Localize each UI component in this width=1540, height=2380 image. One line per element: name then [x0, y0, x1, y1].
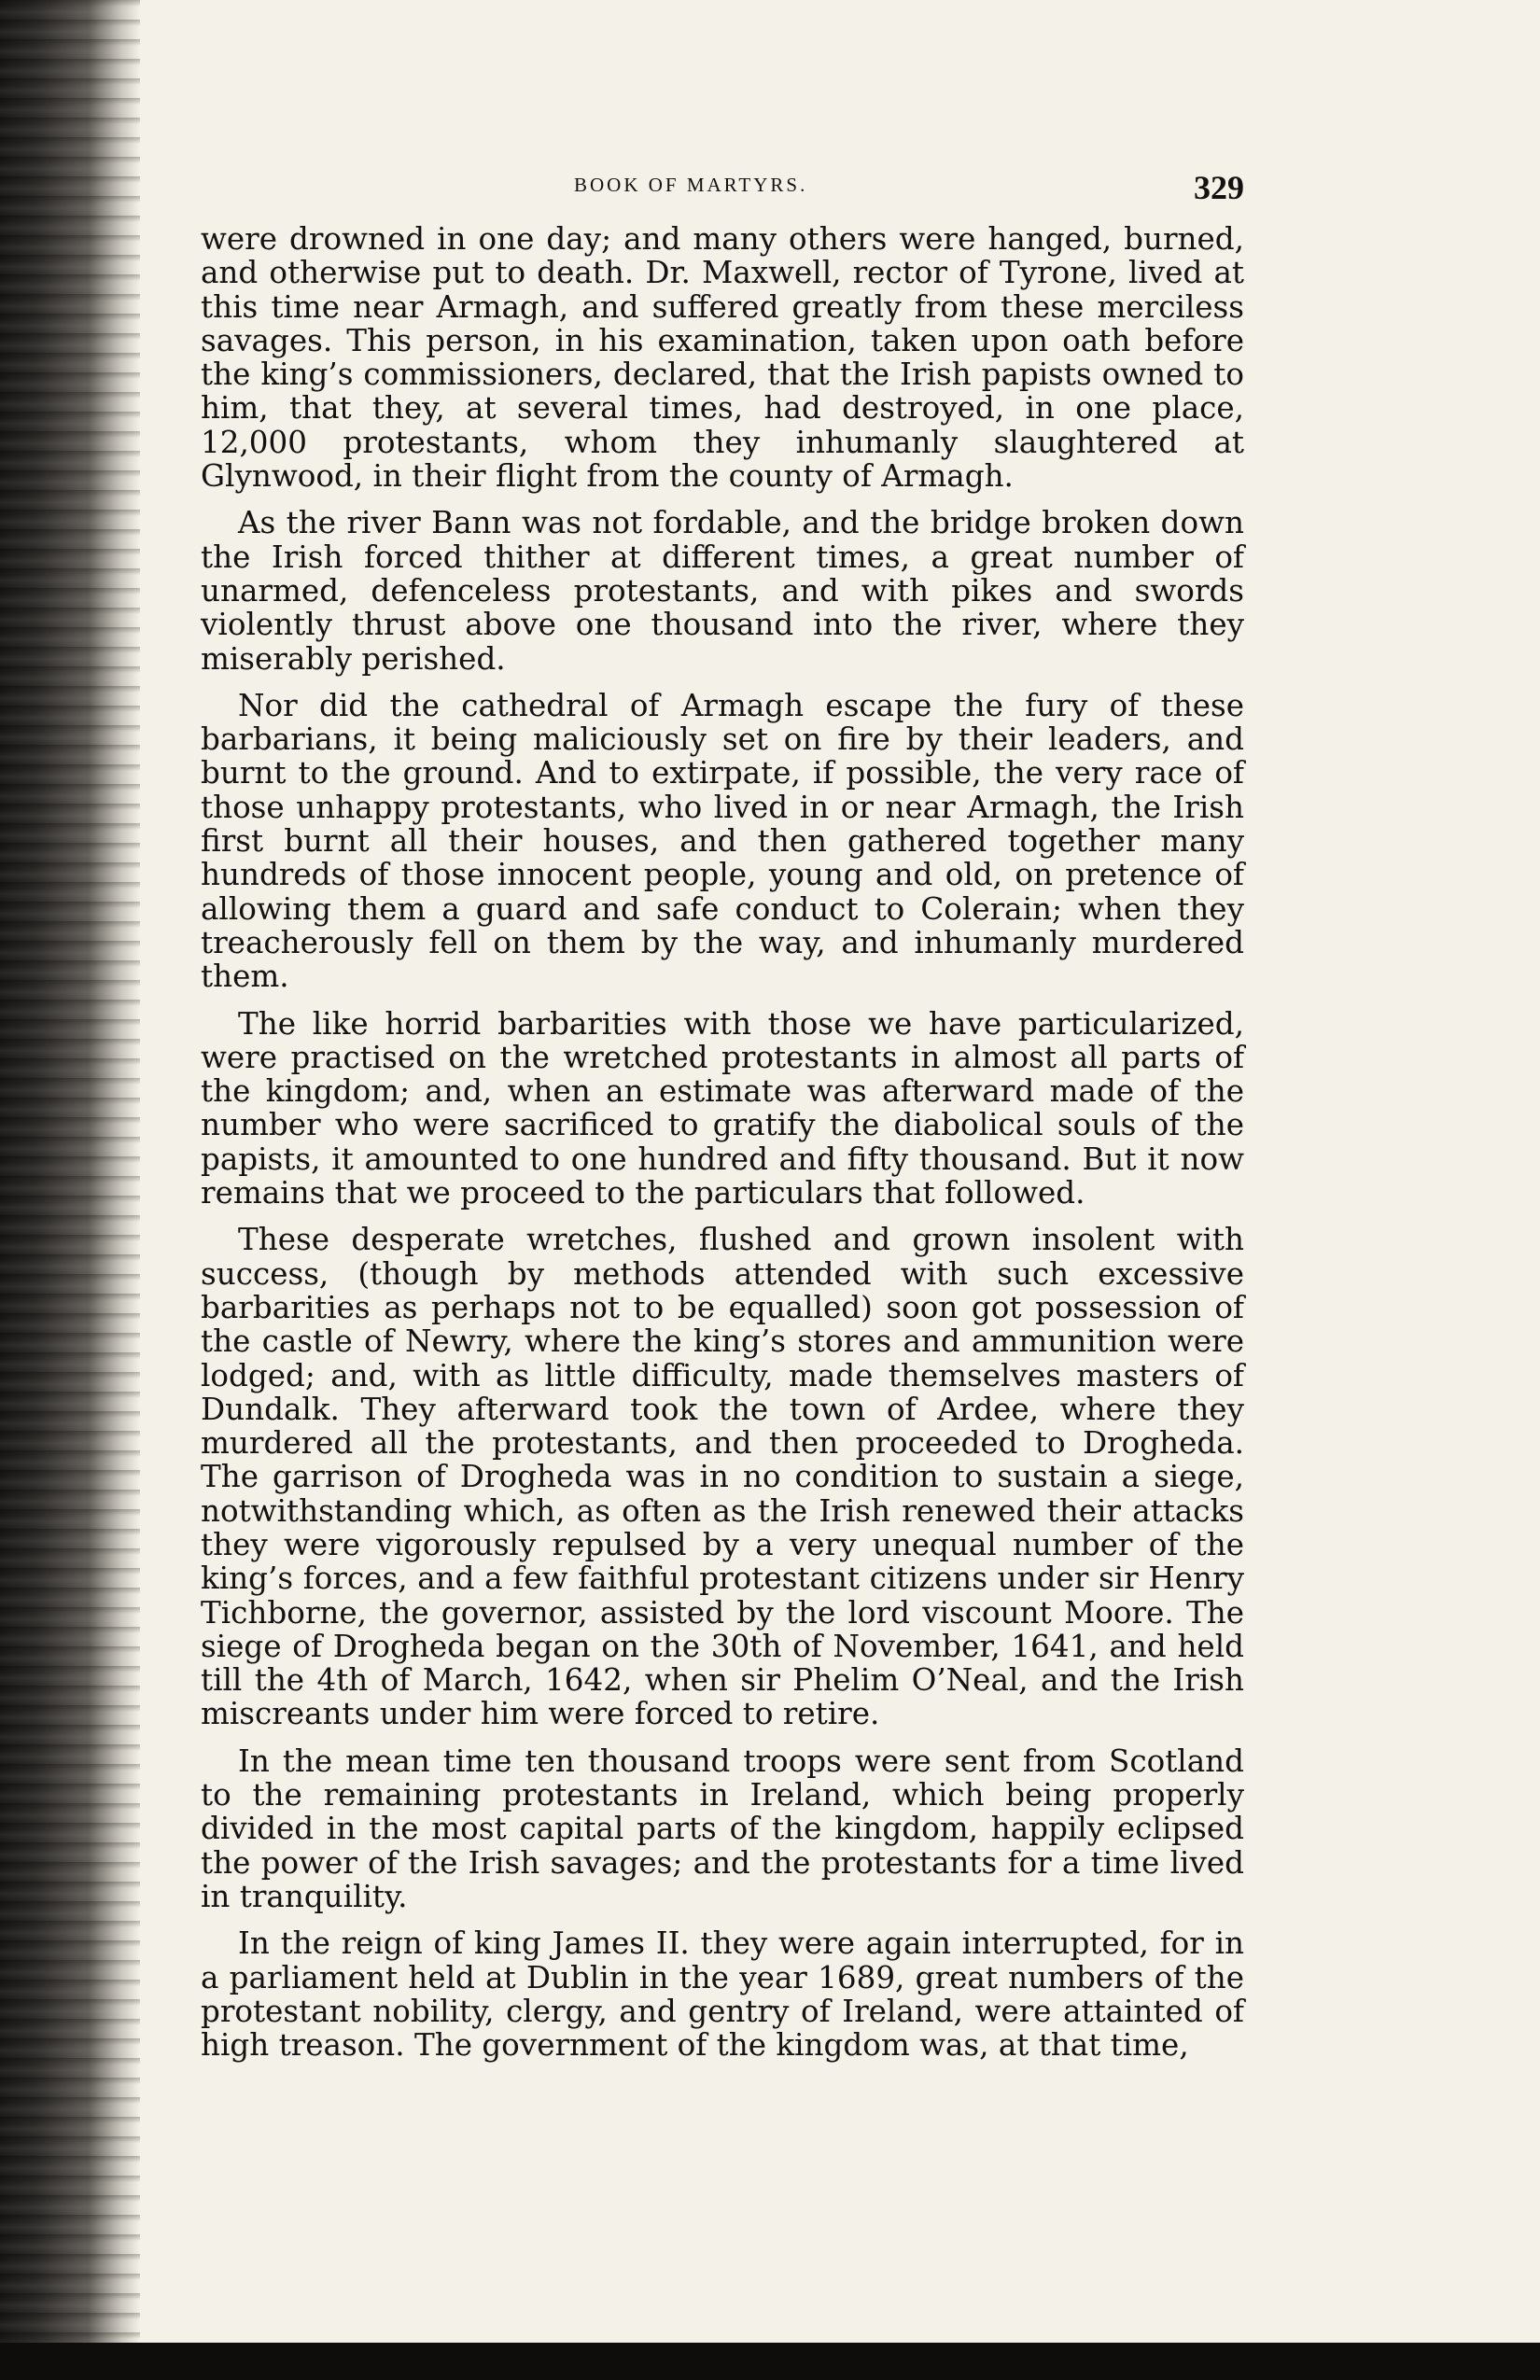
page-header — [201, 166, 1244, 222]
scan-bottom-edge — [0, 2343, 1540, 2380]
body-text — [201, 222, 1244, 2062]
paragraph: Nor did the cathedral of Armagh escape the fury of these barbarians, it being maliciously set on fire by their leaders, and burnt to the ground. And to extirpate, if possible, the very race of those unhappy protestants, who lived in or near Armagh, the Irish first burnt all their houses, and then gathered together many hundreds of those innocent people, young and old, on pretence of allowing them a guard and safe conduct to Colerain; when they treacherously fell on them by the way, and inhumanly murdered them. — [201, 687, 1244, 995]
book-page — [201, 166, 1244, 2075]
paragraph: As the river Bann was not fordable, and the bridge broken down the Irish forced thither at different times, a great number of unarmed, defenceless protestants, and with pikes and swords violently thrust above one thousand into the river, where they miserably perished. — [201, 505, 1244, 677]
page-number: 329 — [1194, 169, 1244, 206]
paragraph: These desperate wretches, flushed and grown insolent with success, (though by methods attended with such excessive barbarities as perhaps not to be equalled) soon got possession of the castle of Newry, where the king’s stores and ammunition were lodged; and, with as little difficulty, made themselves masters of Dundalk. They afterward took the town of Ardee, where they murdered all the protestants, and then proceeded to Drogheda. The garrison of Drogheda was in no condition to sustain a siege, notwithstanding which, as often as the Irish renewed their attacks they were vigorously repulsed by a very unequal number of the king’s forces, and a few faithful protestant citizens under sir Henry Tichborne, the governor, assisted by the lord viscount Moore. The siege of Drogheda began on the 30th of November, 1641, and held till the 4th of March, 1642, when sir Phelim O’Neal, and the Irish miscreants under him were forced to retire. — [201, 1222, 1244, 1732]
scan-noise — [0, 0, 140, 2380]
paragraph: The like horrid barbarities with those we have particularized, were practised on the wretched protestants in almost all parts of the kingdom; and, when an estimate was afterward made of the number who were sacrificed to gratify the diabolical souls of the papists, it amounted to one hundred and fifty thousand. But it now remains that we proceed to the particulars that followed. — [201, 1005, 1244, 1211]
paragraph: were drowned in one day; and many others were hanged, burned, and otherwise put to death. Dr. Maxwell, rector of Tyrone, lived at this time near Armagh, and suffered greatly from these merciless savages. This person, in his examination, taken upon oath before the king’s commissioners, declared, that the Irish papists owned to him, that they, at several times, had destroyed, in one place, 12,000 protestants, whom they inhumanly slaughtered at Glynwood, in their flight from the county of Armagh. — [201, 221, 1244, 495]
paragraph: In the reign of king James II. they were again interrupted, for in a parliament held at Dublin in the year 1689, great numbers of the protestant nobility, clergy, and gentry of Ireland, were attainted of high treason. The government of the kingdom was, at that time, — [201, 1925, 1244, 2064]
running-title: BOOK OF MARTYRS. — [574, 174, 808, 196]
paragraph: In the mean time ten thousand troops were sent from Scotland to the remaining protestants in Ireland, which being properly divided in the most capital parts of the kingdom, happily eclipsed the power of the Irish savages; and the protestants for a time lived in tranquility. — [201, 1743, 1244, 1914]
